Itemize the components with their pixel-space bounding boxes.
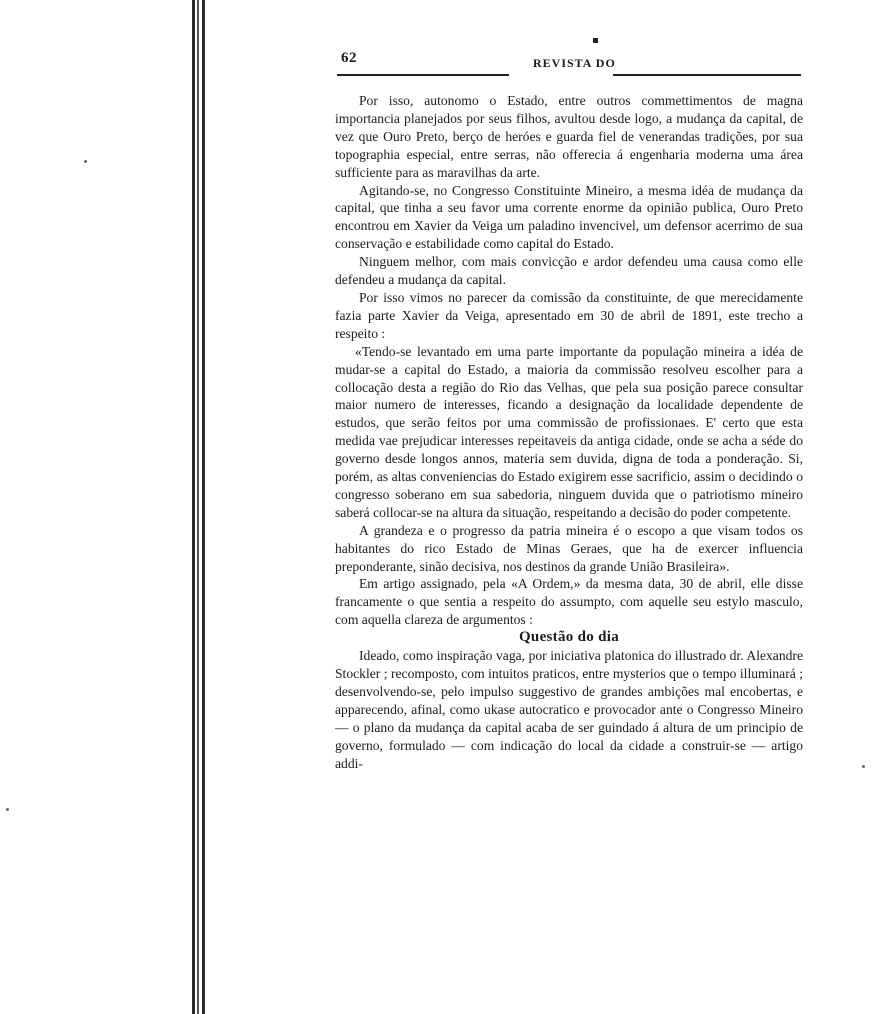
- page-body: [335, 92, 803, 772]
- quoted-paragraph: «Tendo-se levantado em uma parte importante da população mineira a idéa de mudar-se a capital do Estado, a maioria da commissão resolveu escolher para a collocação desta a região do Rio das Velhas, que pela sua posição parece consultar maior numero de interesses, ficando a designação da localidade dependente de estudos, que serão feitos por uma commissão de profissionaes. E' certo que esta medida vae prejudicar interesses repeitaveis da antiga cidade, onde se acha a séde do governo desde longos annos, materia sem duvida, digna de toda a ponderação. Si, porém, as altas conveniencias do Estado exigirem esse sacrificio, assim o decidindo o congresso soberano em sua sabedoria, ninguem duvida que o patriotismo mineiro saberá collocar-se na altura da situação, respeitando a decisão do poder competente.: [335, 343, 803, 520]
- paper-speck: [84, 160, 87, 163]
- paragraph: Ninguem melhor, com mais convicção e ardor defendeu uma causa como elle defendeu a mudança da capital.: [335, 254, 803, 288]
- paper-speck: [6, 808, 9, 811]
- page-header: [337, 42, 801, 82]
- running-head: REVISTA DO: [533, 56, 616, 70]
- paper-speck: [862, 765, 865, 768]
- paragraph: Agitando-se, no Congresso Constituinte Mineiro, a mesma idéa de mudança da capital, que tinha a seu favor uma corrente enorme da opinião publica, Ouro Preto encontrou em Xavier da Veiga um paladino invencivel, um defensor acerrimo de sua conservação e estabilidade como capital do Estado.: [335, 182, 803, 252]
- header-ornament: [593, 38, 598, 43]
- header-rule-right: [613, 74, 801, 76]
- paragraph: Por isso vimos no parecer da comissão da constituinte, de que merecidamente fazia parte Xavier da Veiga, apresentado em 30 de abril de 1891, este trecho a respeito :: [335, 289, 803, 341]
- paragraph: Em artigo assignado, pela «A Ordem,» da mesma data, 30 de abril, elle disse francamente o que sentia a respeito do assumpto, com aquelle seu estylo masculo, com aquella clareza de argumentos :: [335, 576, 803, 628]
- paragraph: Por isso, autonomo o Estado, entre outros commettimentos de magna importancia planejados por seus filhos, avultou desde logo, a mudança da capital, de vez que Ouro Preto, berço de heróes e guarda fiel de venerandas tradições, por sua topographia especial, entre serras, não offerecia á engenharia moderna uma área sufficiente para as maravilhas da arte.: [335, 93, 803, 180]
- section-title: Questão do dia: [518, 629, 620, 646]
- section-paragraph: Ideado, como inspiração vaga, por iniciativa platonica do illustrado dr. Alexandre Stockler ; recomposto, com intuitos praticos, entre mysterios que o tempo illuminará ; desenvolvendo-se, pelo impulso suggestivo de grandes ambições mal encobertas, e apparecendo, afinal, como ukase autocratico e provocador ante o Congresso Mineiro — o plano da mudança da capital acaba de ser guindado á altura de um principio de governo, formulado — com indicação do local da cidade a construir-se — artigo addi-: [335, 648, 803, 771]
- page-binding-gutter: [178, 0, 208, 1014]
- quoted-paragraph: A grandeza e o progresso da patria mineira é o escopo a que visam todos os habitantes do rico Estado de Minas Geraes, que ha de exercer influencia preponderante, sinão decisiva, nos destinos da grande União Brasileira».: [335, 522, 803, 574]
- header-rule-left: [337, 74, 509, 76]
- page-number: 62: [341, 50, 357, 66]
